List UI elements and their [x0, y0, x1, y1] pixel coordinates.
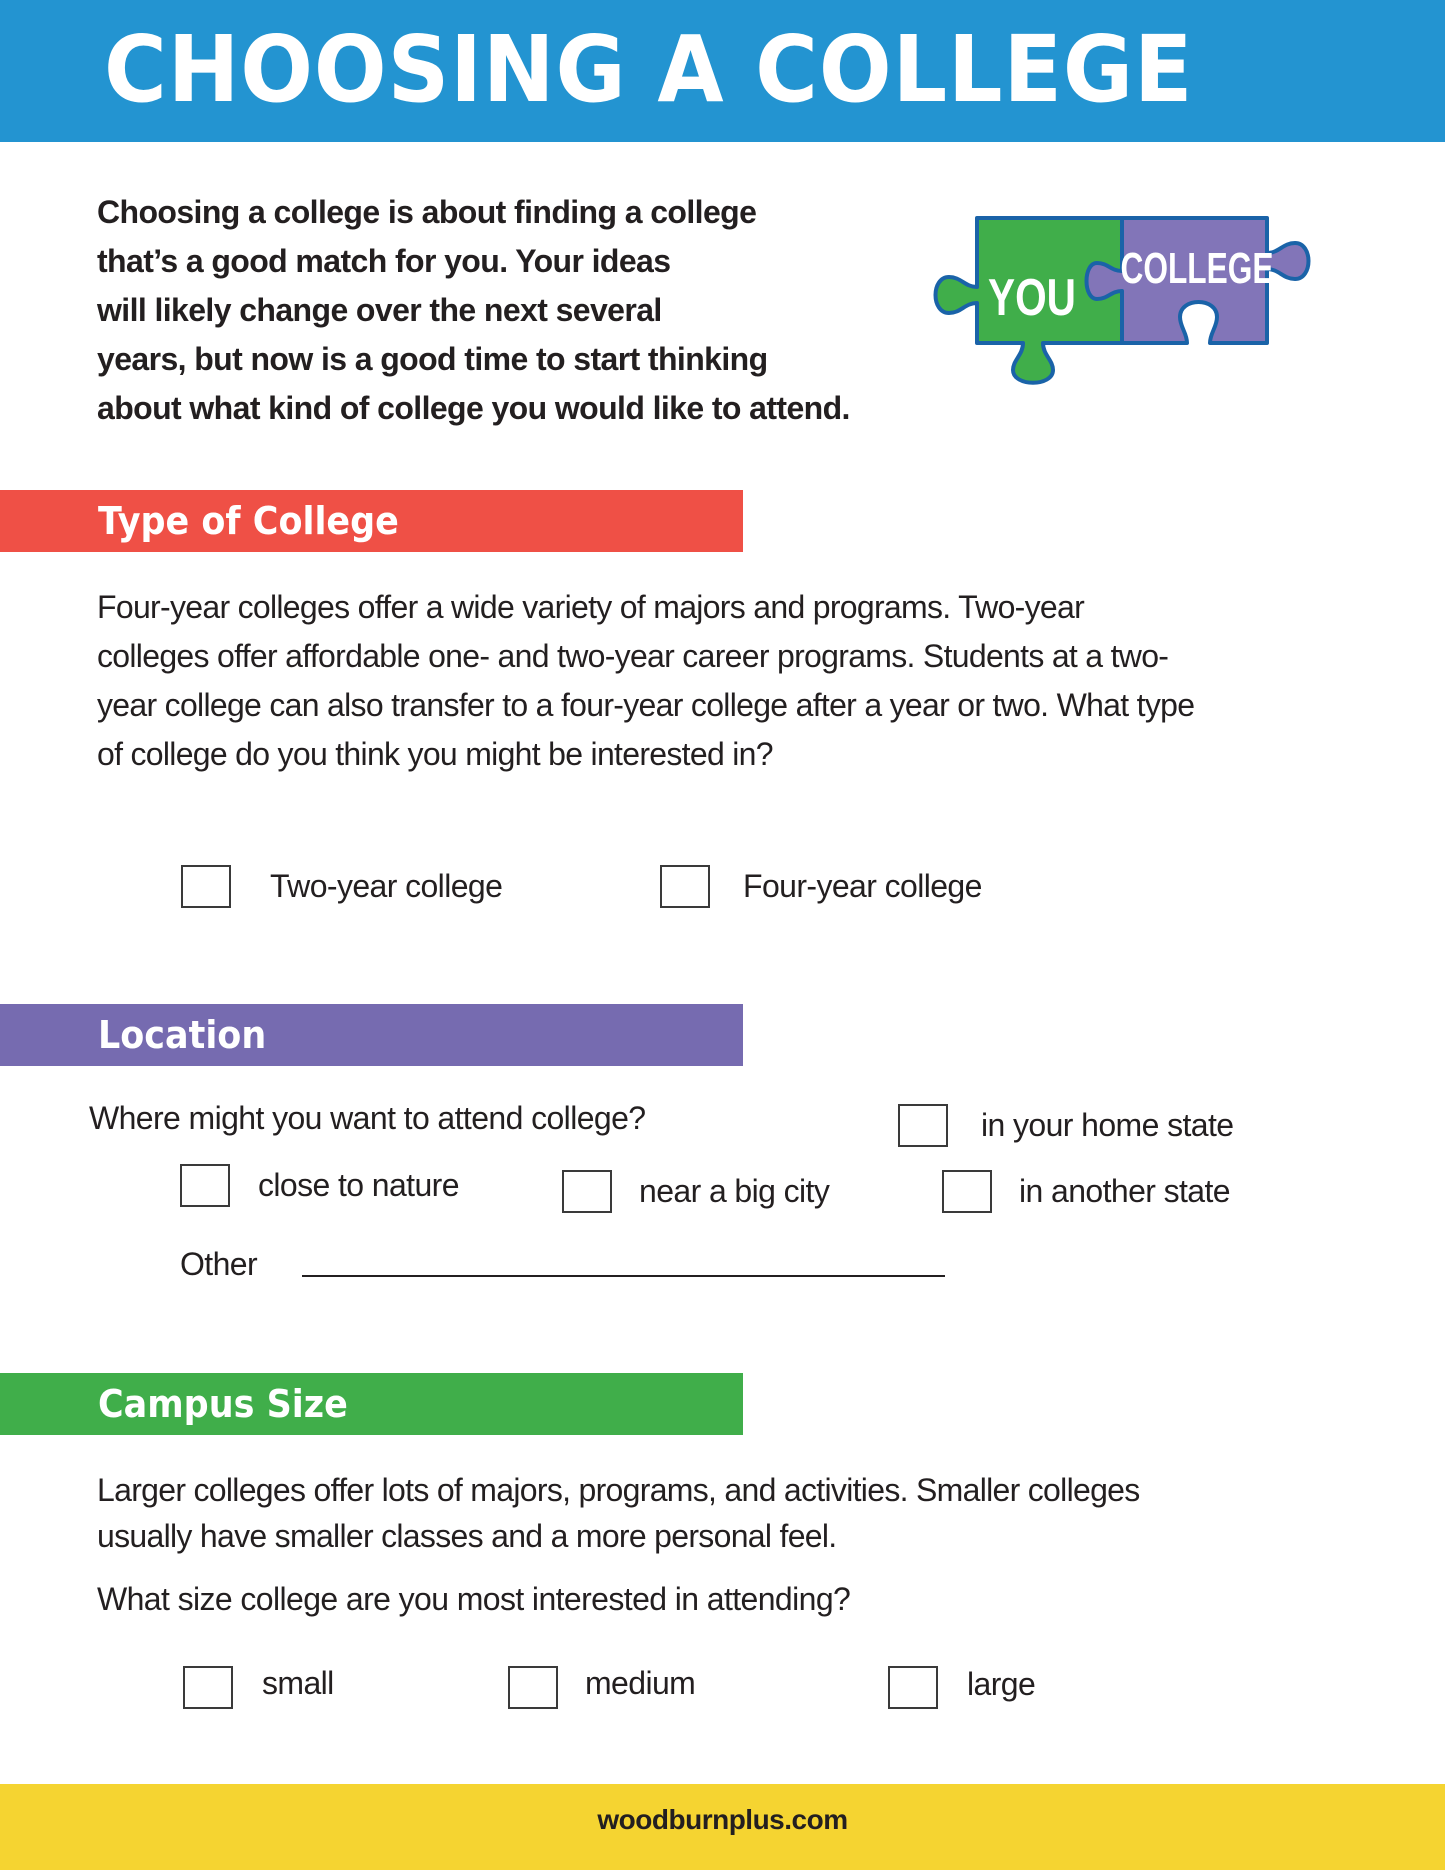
- option-label: in another state: [1019, 1173, 1230, 1209]
- section-title: Campus Size: [98, 1382, 348, 1426]
- option-close-to-nature[interactable]: [180, 1164, 459, 1207]
- option-in-another-state[interactable]: [942, 1170, 1230, 1213]
- option-near-a-big-city[interactable]: [562, 1170, 829, 1213]
- option-label: near a big city: [639, 1173, 830, 1209]
- option-label: large: [967, 1666, 1036, 1702]
- option-label: close to nature: [258, 1167, 459, 1203]
- intro-line: will likely change over the next several: [97, 292, 662, 328]
- location-question: Where might you want to attend college?: [89, 1100, 646, 1136]
- campus-size-question: What size college are you most interested in attending?: [97, 1581, 851, 1617]
- option-label: in your home state: [981, 1107, 1234, 1143]
- logo-college-label: COLLEGE: [1120, 243, 1274, 294]
- checkbox[interactable]: [898, 1104, 948, 1147]
- section-header-location: [0, 1004, 743, 1066]
- logo-you-label: YOU: [988, 268, 1076, 327]
- option-four-year-college[interactable]: [660, 865, 982, 908]
- checkbox[interactable]: [183, 1666, 233, 1709]
- option-label: Two-year college: [270, 868, 503, 904]
- intro-line: Choosing a college is about finding a college: [97, 194, 757, 230]
- option-two-year-college[interactable]: [181, 865, 502, 908]
- option-label: Four-year college: [743, 868, 982, 904]
- intro-line: years, but now is a good time to start thinking: [97, 341, 768, 377]
- checkbox[interactable]: [888, 1666, 938, 1709]
- puzzle-pieces-icon: [925, 215, 1320, 395]
- checkbox[interactable]: [181, 865, 231, 908]
- checkbox[interactable]: [562, 1170, 612, 1213]
- paragraph-line: usually have smaller classes and a more personal feel.: [97, 1518, 837, 1554]
- footer-bar: [0, 1784, 1445, 1870]
- option-in-your-home-state[interactable]: [898, 1104, 1233, 1147]
- paragraph-line: of college do you think you might be interested in?: [97, 736, 773, 772]
- campus-size-paragraph: [97, 1467, 1140, 1559]
- option-medium[interactable]: [508, 1666, 695, 1709]
- intro-line: that’s a good match for you. Your ideas: [97, 243, 671, 279]
- section-header-type-of-college: [0, 490, 743, 552]
- paragraph-line: Larger colleges offer lots of majors, programs, and activities. Smaller colleges: [97, 1472, 1140, 1508]
- other-input-line[interactable]: [302, 1275, 945, 1277]
- title-banner: [0, 0, 1445, 142]
- checkbox[interactable]: [942, 1170, 992, 1213]
- paragraph-line: colleges offer affordable one- and two-year career programs. Students at a two-: [97, 638, 1169, 674]
- type-of-college-paragraph: [97, 583, 1194, 779]
- paragraph-line: Four-year colleges offer a wide variety of majors and programs. Two-year: [97, 589, 1085, 625]
- option-small[interactable]: [183, 1666, 334, 1709]
- option-large[interactable]: [888, 1666, 1035, 1709]
- checkbox[interactable]: [180, 1164, 230, 1207]
- checkbox[interactable]: [508, 1666, 558, 1709]
- intro-paragraph: [97, 188, 957, 433]
- page-title: CHOOSING A COLLEGE: [104, 16, 1194, 123]
- checkbox[interactable]: [660, 865, 710, 908]
- section-title: Location: [98, 1013, 267, 1057]
- paragraph-line: year college can also transfer to a four-year college after a year or two. What type: [97, 687, 1195, 723]
- other-label: Other: [180, 1246, 258, 1282]
- intro-line: about what kind of college you would like to attend.: [97, 390, 850, 426]
- option-label: medium: [585, 1665, 696, 1701]
- section-title: Type of College: [98, 499, 399, 543]
- footer-website: woodburnplus.com: [597, 1804, 848, 1835]
- section-header-campus-size: [0, 1373, 743, 1435]
- option-label: small: [262, 1665, 334, 1701]
